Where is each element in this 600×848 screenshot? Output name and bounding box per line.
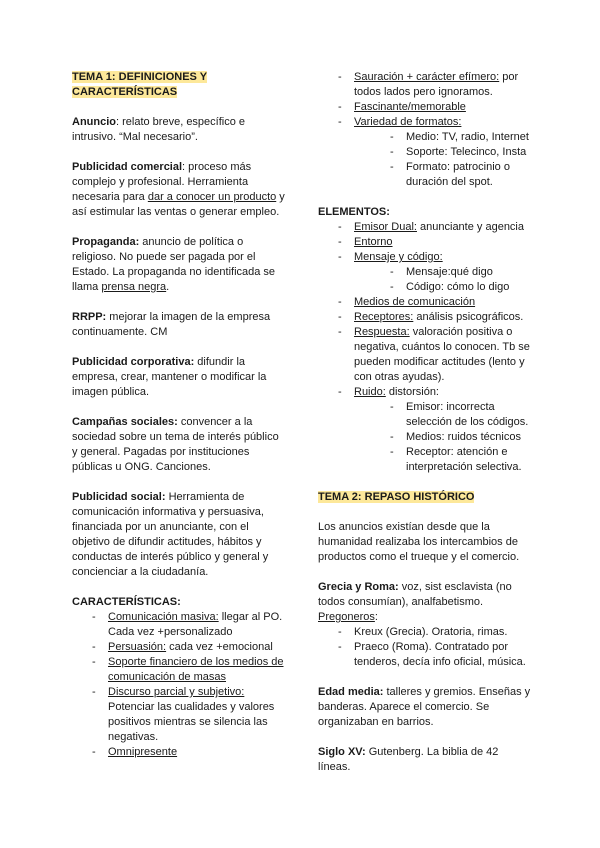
list-item — [318, 310, 532, 325]
grecia-roma-term: Grecia y Roma: — [318, 581, 399, 593]
caracteristicas-heading: CARACTERÍSTICAS: — [72, 596, 181, 608]
caracteristicas-continued-list — [318, 70, 532, 190]
historia-intro: Los anuncios existían desde que la humanidad realizaba los intercambios de productos como el trueque y el comercio. — [318, 521, 520, 563]
pregoneros-colon: : — [374, 611, 378, 623]
publicidad-corporativa-definition — [72, 355, 286, 400]
pregoneros-term: Pregoneros — [318, 611, 375, 623]
propaganda-definition — [72, 235, 286, 295]
list-item-term: Ruido: — [354, 386, 386, 398]
list-item — [72, 685, 286, 745]
siglo-xv-text: Gutenberg. La biblia de 42 líneas. — [318, 746, 499, 773]
tema2-heading-block — [318, 490, 532, 505]
sublist-item: - Mensaje:qué digo — [370, 265, 532, 280]
sublist-item: - Receptor: atención e interpretación selectiva. — [370, 445, 532, 475]
sublist-item: - Código: cómo lo digo — [370, 280, 532, 295]
propaganda-term: Propaganda: — [72, 236, 140, 248]
anuncio-text: : relato breve, específico e intrusivo. “Mal necesario”. — [72, 116, 246, 143]
list-item-term: Receptores: — [354, 311, 414, 323]
list-item — [72, 655, 286, 685]
list-item — [318, 325, 532, 385]
siglo-xv-paragraph — [318, 745, 532, 775]
publicidad-comercial-text: : proceso más complejo y profesional. Herramienta necesaria para — [72, 161, 252, 203]
list-item-term: Respuesta: — [354, 326, 410, 338]
right-column — [318, 70, 532, 790]
left-column — [72, 70, 286, 760]
edad-media-paragraph — [318, 685, 532, 730]
propaganda-text-end: . — [166, 281, 170, 293]
anuncio-term: Anuncio — [72, 116, 116, 128]
list-item — [318, 385, 532, 475]
list-item — [318, 70, 532, 100]
grecia-roma-text: voz, sist esclavista (no todos consumían), analfabetismo. — [318, 581, 512, 608]
list-item-text: valoración positiva o negativa, cuántos lo conocen. Tb se pueden modificar actitudes (lento y con otras ayudas). — [354, 326, 530, 383]
list-item-term: Discurso parcial y subjetivo: — [108, 686, 245, 698]
rrpp-text: mejorar la imagen de la empresa continuamente. CM — [72, 311, 271, 338]
list-item — [318, 295, 532, 310]
siglo-xv-term: Siglo XV: — [318, 746, 366, 758]
list-item — [318, 100, 532, 115]
publicidad-comercial-definition — [72, 160, 286, 220]
pregoneros-label — [318, 610, 532, 625]
list-item — [318, 115, 532, 190]
sublist-item: - Emisor: incorrecta selección de los códigos. — [370, 400, 532, 430]
list-item-text: Potenciar las cualidades y valores positivos mientras se silencia las negativas. — [108, 701, 275, 743]
list-item-term: Variedad de formatos: — [354, 116, 462, 128]
list-item-text: cada vez +emocional — [166, 641, 273, 653]
list-item-term: Soporte financiero de los medios de comunicación de masas — [108, 656, 284, 683]
edad-media-term: Edad media: — [318, 686, 384, 698]
list-item-term: Sauración + carácter efímero: — [354, 71, 500, 83]
formatos-sublist — [370, 130, 532, 190]
tema1-heading: TEMA 1: DEFINICIONES Y CARACTERÍSTICAS — [72, 71, 208, 98]
publicidad-comercial-underlined: dar a conocer un producto — [147, 191, 277, 203]
list-item-term: Persuasión: — [108, 641, 167, 653]
list-item-term: Fascinante/memorable — [354, 101, 466, 113]
list-item-text: por todos lados pero ignoramos. — [354, 71, 519, 98]
publicidad-corporativa-text: difundir la empresa, crear, mantener o modificar la imagen pública. — [72, 356, 267, 398]
edad-media-text: talleres y gremios. Enseñas y banderas. Aparece el comercio. Se organizaban en barrios. — [318, 686, 531, 728]
rrpp-definition — [72, 310, 286, 340]
anuncio-definition — [72, 115, 286, 145]
sublist-item: - Formato: patrocinio o duración del spot. — [370, 160, 532, 190]
publicidad-social-term: Publicidad social: — [72, 491, 166, 503]
list-item-term: Emisor Dual: — [354, 221, 417, 233]
list-item-term: Medios de comunicación — [354, 296, 476, 308]
list-item — [72, 640, 286, 655]
pregoneros-list — [318, 625, 532, 670]
prensa-negra-underlined: prensa negra — [101, 281, 167, 293]
grecia-roma-paragraph — [318, 580, 532, 610]
list-item — [72, 745, 286, 760]
publicidad-social-text: Herramienta de comunicación informativa y persuasiva, financiada por un anunciante, con el objetivo de difundir actitudes, hábitos y conductas de interés público y general y concienciar a la ciudadanía. — [72, 491, 269, 578]
list-item — [318, 235, 532, 250]
tema1-heading-block — [72, 70, 286, 100]
elementos-heading: ELEMENTOS: — [318, 206, 390, 218]
campanas-sociales-term: Campañas sociales: — [72, 416, 178, 428]
campanas-sociales-text: convencer a la sociedad sobre un tema de interés público y general. Pagadas por instituciones públicas u ONG. Canciones. — [72, 416, 279, 473]
publicidad-comercial-text-end: y así estimular las ventas o generar empleo. — [72, 191, 285, 218]
sublist-item: - Medio: TV, radio, Internet — [370, 130, 532, 145]
sublist-item: - Medios: ruidos técnicos — [370, 430, 532, 445]
list-item-text: anunciante y agencia — [416, 221, 524, 233]
list-item — [72, 610, 286, 640]
propaganda-text: anuncio de política o religioso. No puede ser pagada por el Estado. La propaganda no identificada se llama — [72, 236, 276, 293]
publicidad-comercial-term: Publicidad comercial — [72, 161, 183, 173]
list-item-term: Comunicación masiva: — [108, 611, 219, 623]
list-item: - Praeco (Roma). Contratado por tenderos, decía info oficial, música. — [318, 640, 532, 670]
list-item-text: distorsión: — [385, 386, 439, 398]
tema2-heading: TEMA 2: REPASO HISTÓRICO — [318, 491, 475, 503]
list-item-term: Entorno — [354, 236, 393, 248]
list-item-term: Omnipresente — [108, 746, 178, 758]
list-item-term: Mensaje y código: — [354, 251, 443, 263]
publicidad-corporativa-term: Publicidad corporativa: — [72, 356, 195, 368]
list-item — [318, 250, 532, 295]
list-item-text: llegar al PO. Cada vez +personalizado — [108, 611, 283, 638]
sublist-item: - Soporte: Telecinco, Insta — [370, 145, 532, 160]
caracteristicas-list — [72, 610, 286, 760]
ruido-sublist — [370, 400, 532, 475]
campanas-sociales-definition — [72, 415, 286, 475]
list-item — [318, 220, 532, 235]
publicidad-social-definition — [72, 490, 286, 580]
elementos-list — [318, 220, 532, 475]
rrpp-term: RRPP: — [72, 311, 107, 323]
list-item-text: análisis psicográficos. — [413, 311, 524, 323]
list-item: - Kreux (Grecia). Oratoria, rimas. — [318, 625, 532, 640]
mensaje-sublist — [370, 265, 532, 295]
